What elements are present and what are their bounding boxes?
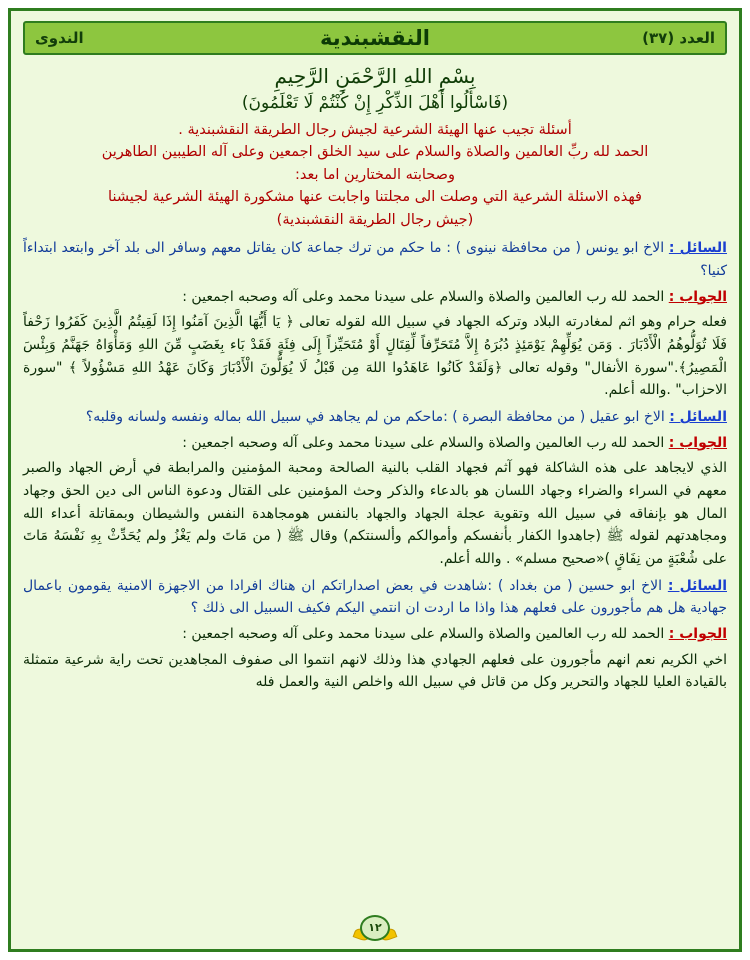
basmala-text: بِسْمِ اللهِ الرَّحْمَنِ الرَّحِيمِ — [274, 64, 476, 88]
intro-line-5: (جيش رجال الطريقة النقشبندية) — [276, 211, 474, 228]
page-number-badge — [358, 915, 392, 941]
page-header-banner — [23, 21, 727, 55]
answer-text: الحمد لله رب العالمين والصلاة والسلام على سيدنا محمد وعلى آله وصحبه اجمعين : — [182, 288, 665, 305]
question-paragraph — [23, 237, 727, 282]
intro-line-3: وصحابته المختارين اما بعد: — [295, 166, 455, 183]
question-text: الاخ ابو يونس ( من محافظة نينوى ) : ما حكم من ترك جماعة كان يقاتل معهم وسافر الى بلد آخر وابتعد ابتداءاً كنيا؟ — [23, 240, 727, 280]
answer-paragraph — [23, 286, 727, 309]
answer-text: الحمد لله رب العالمين والصلاة والسلام على سيدنا محمد وعلى آله وصحبه اجمعين : — [182, 434, 665, 451]
answer-label: الجواب : — [668, 626, 727, 643]
page-footer — [11, 915, 739, 945]
answer-label: الجواب : — [668, 288, 727, 305]
answer-body-text: فعله حرام وهو اثم لمغادرته البلاد وتركه الجهاد في سبيل الله لقوله تعالى ﴿ يَا أَيُّهَا الَّذِينَ آمَنُوا إِذَا لَقِيتُمُ الَّذِينَ كَفَرُوا زَحْفاً فَلَا تُوَلُّوهُمُ الْأَدْبَارَ . وَمَن يُوَلِّهِمْ يَوْمَئِذٍ دُبُرَهُ إِلاَّ مُتَحَرِّفاً لِّقِتَالٍ أَوْ مُتَحَيِّزاً إِلَى فِئَةٍ فَقَدْ بَاء بِغَضَبٍ مِّنَ اللهِ وَمَأْوَاهُ جَهَنَّمُ وَبِئْسَ الْمَصِيرُ﴾."سورة الأنفال" وقوله تعالى ﴿وَلَقَدْ كَانُوا عَاهَدُوا اللهَ مِن قَبْلُ لَا يُوَلُّونَ الْأَدْبَارَ وَكَانَ عَهْدُ اللهِ مَسْؤُولاً ﴾ "سورة الاحزاب" .والله أعلم. — [23, 314, 727, 399]
questioner-label: السائل : — [668, 240, 727, 257]
introduction-block — [23, 119, 727, 231]
answer-label: الجواب : — [668, 434, 727, 451]
answer-paragraph — [23, 623, 727, 646]
qa-body — [23, 237, 727, 694]
intro-line-2: الحمد لله ربِّ العالمين والصلاة والسلام على سيد الخلق اجمعين وعلى آله الطيبين الطاهرين — [101, 144, 649, 161]
page-number: ١٢ — [360, 915, 390, 941]
question-text: الاخ ابو عقيل ( من محافظة البصرة ) :ماحكم من لم يجاهد في سبيل الله بماله ونفسه ولسانه وقلبه؟ — [85, 409, 665, 426]
questioner-label: السائل : — [667, 577, 727, 594]
answer-body-text: اخي الكريم نعم انهم مأجورون على فعلهم الجهادي هذا وذلك لانهم انتموا الى صفوف المجاهدين تحت راية شرعية متمثلة بالقيادة العليا للجهاد والتحرير وكل من قاتل في سبيل الله واخلص النية والعمل فله — [23, 651, 727, 691]
questioner-label: السائل : — [669, 409, 727, 426]
section-label: الندوى — [35, 29, 84, 47]
qa-item — [23, 406, 727, 571]
page-frame — [8, 8, 742, 952]
question-paragraph — [23, 406, 727, 429]
answer-paragraph — [23, 432, 727, 455]
answer-body-text: الذي لايجاهد على هذه الشاكلة فهو آثم فجهاد القلب بالنية الصالحة ومحبة المؤمنين والمرابطة في أرض الجهاد والصبر معهم في السراء والضراء وجهاد اللسان هو بالدعاء والذكر وحث المؤمنين على القتال ودعوة الناس الى دين الحق وجهاد المال هو بإنفاقه في سبيل الله وتقوية عجلة الجهاد والجهاد بالنفس هومجاهدة النفس والشيطان وبمقاتلة أعداء الله ومجاهدتهم لقوله ﷺ (جاهدوا الكفار بأنفسكم وأموالكم وألسنتكم) وقال ﷺ ( من مَاتَ ولم يَغْزُ ولم يُحَدِّثْ بِهِ نَفْسَهُ مَاتَ على شُعْبَةٍ من نِفَاقٍ )«صحيح مسلم» . والله أعلم. — [23, 460, 727, 568]
question-paragraph — [23, 575, 727, 620]
intro-line-4: فهذه الاسئلة الشرعية التي وصلت الى مجلتنا واجابت عنها مشكورة الهيئة الشرعية لجيشنا — [108, 189, 642, 206]
qa-item — [23, 575, 727, 694]
qa-item — [23, 237, 727, 402]
header-verses — [23, 61, 727, 113]
magazine-title: النقشبندية — [319, 26, 431, 50]
intro-line-1: أسئلة تجيب عنها الهيئة الشرعية لجيش رجال الطريقة النقشبندية . — [178, 122, 572, 138]
issue-number: العدد (٣٧) — [642, 29, 715, 47]
quran-verse-text: (فَاسْأَلُوا أَهْلَ الذِّكْرِ إِنْ كُنْتُمْ لَا تَعْلَمُونَ) — [241, 93, 509, 113]
question-text: الاخ ابو حسين ( من بغداد ) :شاهدت في بعض اصداراتكم ان هناك افرادا من الاجهزة الامنية يقومون باعمال جهادية هل هم مأجورون على فعلهم هذا واذا ما اردت ان انتمي اليكم فكيف السبيل الى ذلك ؟ — [23, 577, 727, 617]
answer-text: الحمد لله رب العالمين والصلاة والسلام على سيدنا محمد وعلى آله وصحبه اجمعين : — [182, 626, 665, 643]
